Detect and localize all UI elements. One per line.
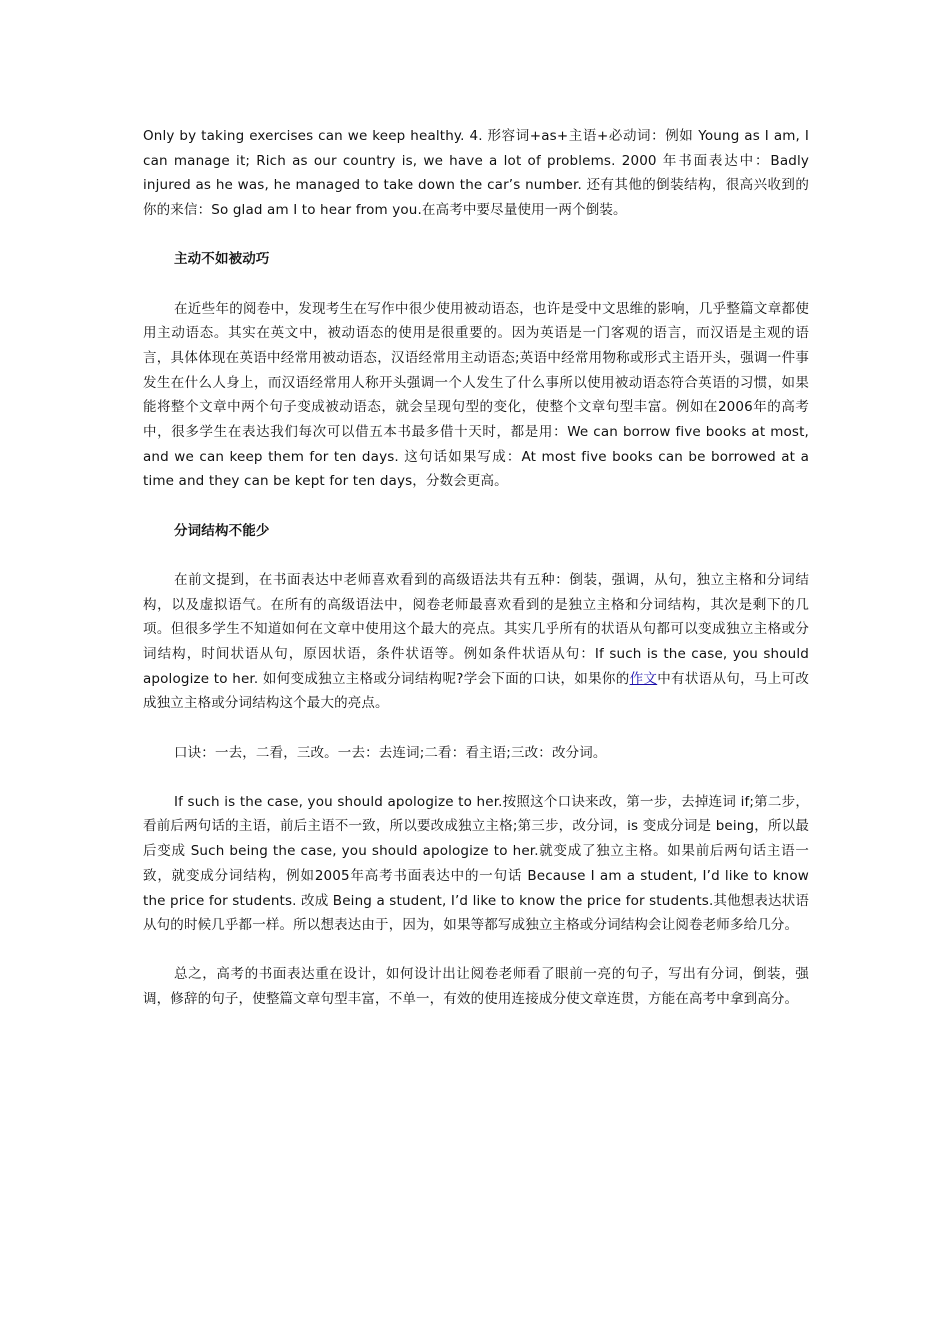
paragraph-advanced-grammar — [143, 568, 809, 716]
paragraph-text-before-link: 在前文提到，在书面表达中老师喜欢看到的高级语法共有五种：倒装，强调，从句，独立主格和分词结构，以及虚拟语气。在所有的高级语法中，阅卷老师最喜欢看到的是独立主格和分词结构，其次是剩下的几项。但很多学生不知道如何在文章中使用这个最大的亮点。其实几乎所有的状语从句都可以变成独立主格或分词结构，时间状语从句，原因状语，条件状语等。例如条件状语从句：If such is the case, you should apologize to her. 如何变成独立主格或分词结构呢?学会下面的口诀，如果你的 — [143, 571, 809, 687]
paragraph-mnemonic: 口诀：一去，二看，三改。一去：去连词;二看：看主语;三改：改分词。 — [174, 744, 607, 761]
section-heading-participle-structure: 分词结构不能少 — [174, 522, 270, 539]
document-page — [143, 124, 809, 1036]
paragraph-mnemonic-example: If such is the case, you should apologize to her.按照这个口诀来改，第一步，去掉连词 if;第二步，看前后两句话的主语，前后主语不一致，所以要改成独立主格;第三步，改分词，is 变成分词是 being，所以最后变成 Such being the case, you should apologize to her.就变成了独立主格。如果前后两句话主语一致，就变成分词结构，例如2005年高考书面表达中的一句话 Because I am a student, I’d like to know the price for students. 改成 Being a student, I’d like to know the price for students.其他想表达状语从句的时候几乎都一样。所以想表达由于，因为，如果等都写成独立主格或分词结构会让阅卷老师多给几分。 — [143, 793, 809, 934]
composition-link[interactable]: 作文 — [629, 670, 658, 687]
section-heading-passive-voice: 主动不如被动巧 — [174, 251, 270, 268]
paragraph-text-after-link: 中有状语从句，马上可改成独立主格或分词结构这个最大的亮点。 — [143, 670, 809, 712]
paragraph-conclusion: 总之，高考的书面表达重在设计，如何设计出让阅卷老师看了眼前一亮的句子，写出有分词，倒装，强调，修辞的句子，使整篇文章句型丰富，不单一，有效的使用连接成分使文章连贯，方能在高考中拿到高分。 — [143, 966, 809, 1008]
paragraph-passive-voice: 在近些年的阅卷中，发现考生在写作中很少使用被动语态，也许是受中文思维的影响，几乎整篇文章都使用主动语态。其实在英文中，被动语态的使用是很重要的。因为英语是一门客观的语言，而汉语是主观的语言，具体体现在英语中经常用被动语态，汉语经常用主动语态;英语中经常用物称或形式主语开头，强调一件事发生在什么人身上，而汉语经常用人称开头强调一个人发生了什么事所以使用被动语态符合英语的习惯，如果能将整个文章中两个句子变成被动语态，就会呈现句型的变化，使整个文章句型丰富。例如在2006年的高考中，很多学生在表达我们每次可以借五本书最多借十天时，都是用：We can borrow five books at most, and we can keep them for ten days. 这句话如果写成：At most five books can be borrowed at a time and they can be kept for ten days，分数会更高。 — [143, 300, 809, 490]
paragraph-inversion-examples: Only by taking exercises can we keep healthy. 4. 形容词+as+主语+必动词：例如 Young as I am, I can manage it; Rich as our country is, we have a lot of problems. 2000 年书面表达中：Badly injured as he was, he managed to take down the car’s number. 还有其他的倒装结构，很高兴收到的你的来信：So glad am I to hear from you.在高考中要尽量使用一两个倒装。 — [143, 128, 809, 219]
